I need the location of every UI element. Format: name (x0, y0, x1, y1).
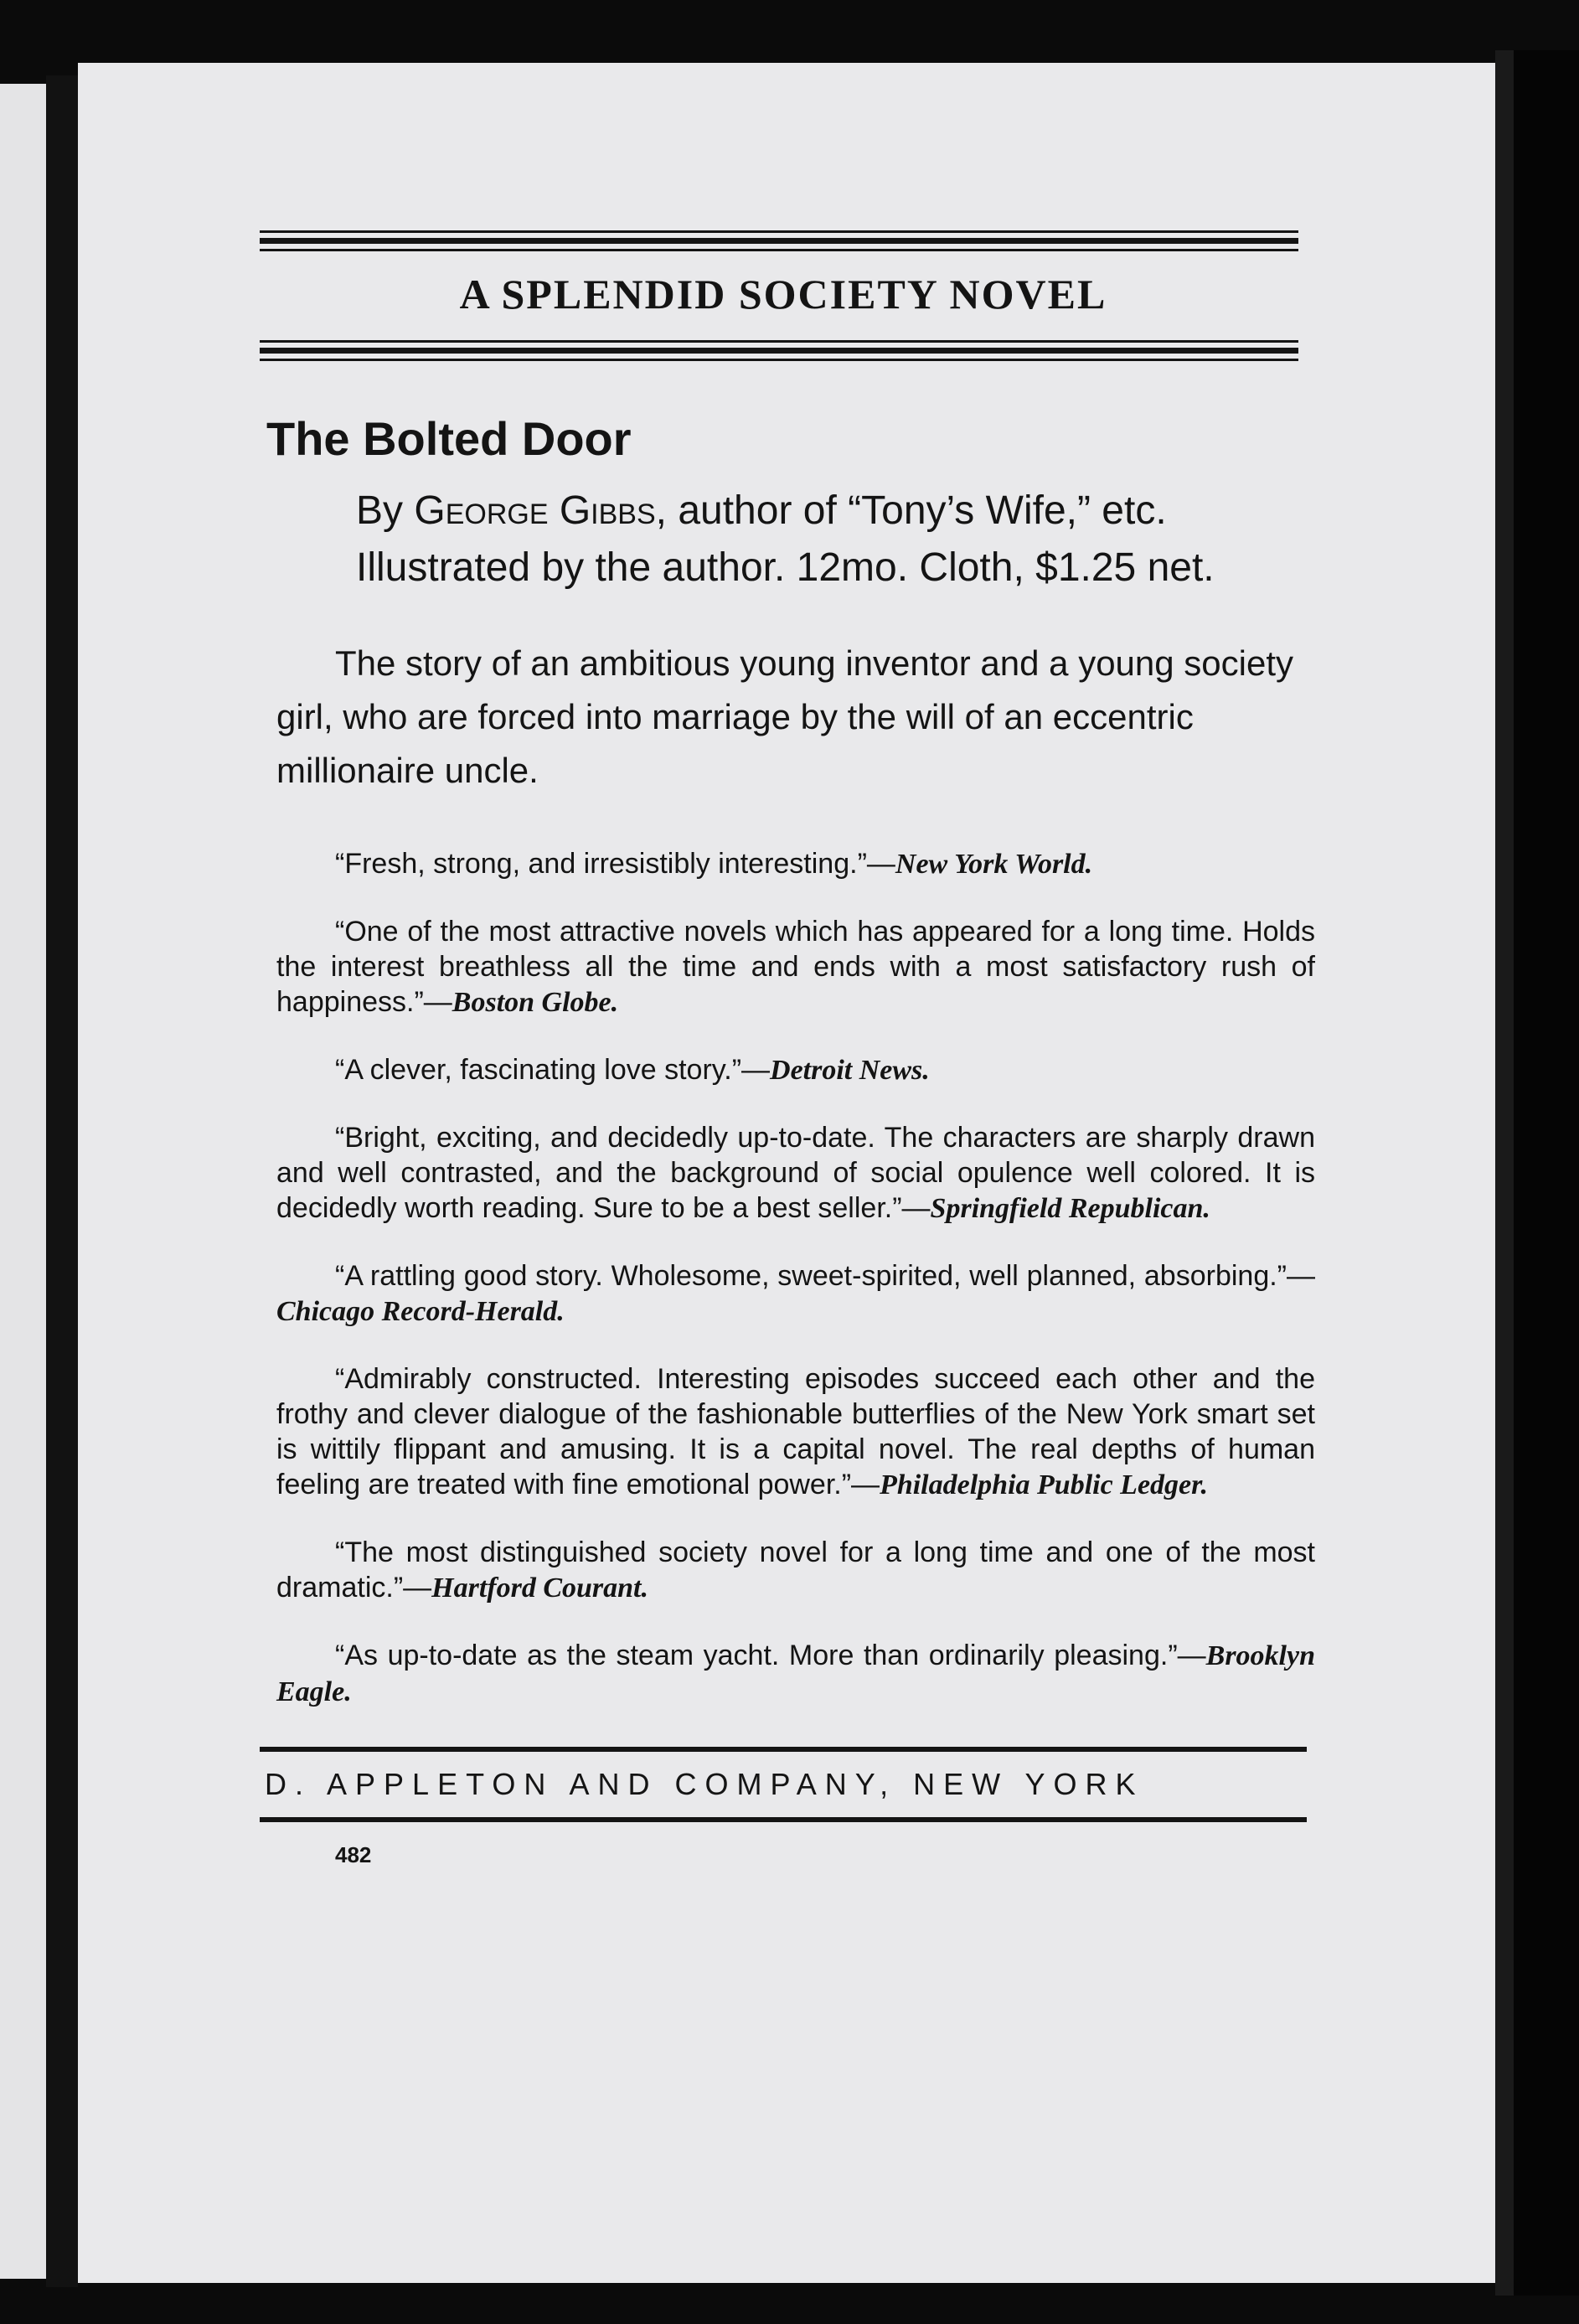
rule (260, 340, 1298, 343)
review-quote: “Admirably constructed. Interesting episodes succeed each other and the frothy and clever dialogue of the fashionable butterflies of the New York smart set is wittily flippant and amusing. It is a capital novel. The real depths of human feeling are treated with fine emotional power.”— (276, 1363, 1315, 1500)
page-number: 482 (335, 1842, 372, 1867)
publisher-name: D. APPLETON AND COMPANY, NEW YORK (265, 1767, 1144, 1801)
page-right-edge (1495, 50, 1514, 2296)
review (276, 1258, 1315, 1330)
rule (260, 249, 1298, 251)
rule (260, 1817, 1307, 1822)
review-source: New York World. (895, 849, 1093, 880)
author-name: George Gibbs (414, 488, 656, 533)
byline-prefix: By (356, 488, 415, 533)
reviews-list (260, 846, 1315, 1710)
review-quote: “One of the most attractive novels which has appeared for a long time. Holds the interest breathless all the time and ends with a most satisfactory rush of happiness.”— (276, 916, 1315, 1018)
review-source: Hartford Courant. (431, 1573, 648, 1604)
review (276, 1638, 1315, 1710)
book-description: The story of an ambitious young inventor and a young society girl, who are forced into marriage by the will of an eccentric millionaire uncle. (276, 643, 1294, 790)
review-quote: “A clever, fascinating love story.”— (335, 1054, 771, 1086)
banner-bottom-rules (260, 340, 1298, 361)
book-gutter (46, 75, 78, 2287)
advertisement (260, 230, 1315, 1868)
rule (260, 1747, 1307, 1752)
review-quote: “Bright, exciting, and decidedly up-to-date. The characters are sharply drawn and well contrasted, and the background of social opulence well colored. It is decidedly worth reading. Sure to be a best seller.”— (276, 1122, 1315, 1224)
review-source: Detroit News. (770, 1055, 930, 1086)
rule (260, 359, 1298, 361)
review (276, 1361, 1315, 1503)
review-source: Brooklyn Eagle. (276, 1640, 1315, 1707)
rule (260, 348, 1298, 354)
review-source: Philadelphia Public Ledger. (880, 1469, 1208, 1500)
review-quote: “A rattling good story. Wholesome, sweet-spirited, well planned, absorbing.”— (335, 1260, 1315, 1292)
rule (260, 238, 1298, 244)
review-quote: “The most distinguished society novel for a long time and one of the most dramatic.”— (276, 1536, 1315, 1604)
banner-title: A SPLENDID SOCIETY NOVEL (459, 271, 1107, 318)
book-title: The Bolted Door (266, 412, 632, 465)
review (276, 846, 1315, 882)
banner-top-rules (260, 230, 1298, 251)
byline (356, 483, 1303, 596)
rule (260, 230, 1298, 233)
review-source: Chicago Record-Herald. (276, 1296, 565, 1327)
review (276, 1052, 1315, 1088)
review (276, 1535, 1315, 1606)
scan-margin (1514, 50, 1579, 2296)
review (276, 1120, 1315, 1227)
review-quote: “As up-to-date as the steam yacht. More than ordinarily pleasing.”— (335, 1640, 1206, 1671)
review-quote: “Fresh, strong, and irresistibly interesting.”— (335, 848, 895, 880)
byline-details: , author of “Tony’s Wife,” etc. Illustrated by the author. 12mo. Cloth, $1.25 net. (356, 488, 1215, 590)
publisher-block (260, 1747, 1307, 1822)
review (276, 914, 1315, 1020)
review-source: Springfield Republican. (930, 1193, 1210, 1224)
facing-page-edge (0, 84, 46, 2279)
review-source: Boston Globe. (452, 987, 619, 1018)
